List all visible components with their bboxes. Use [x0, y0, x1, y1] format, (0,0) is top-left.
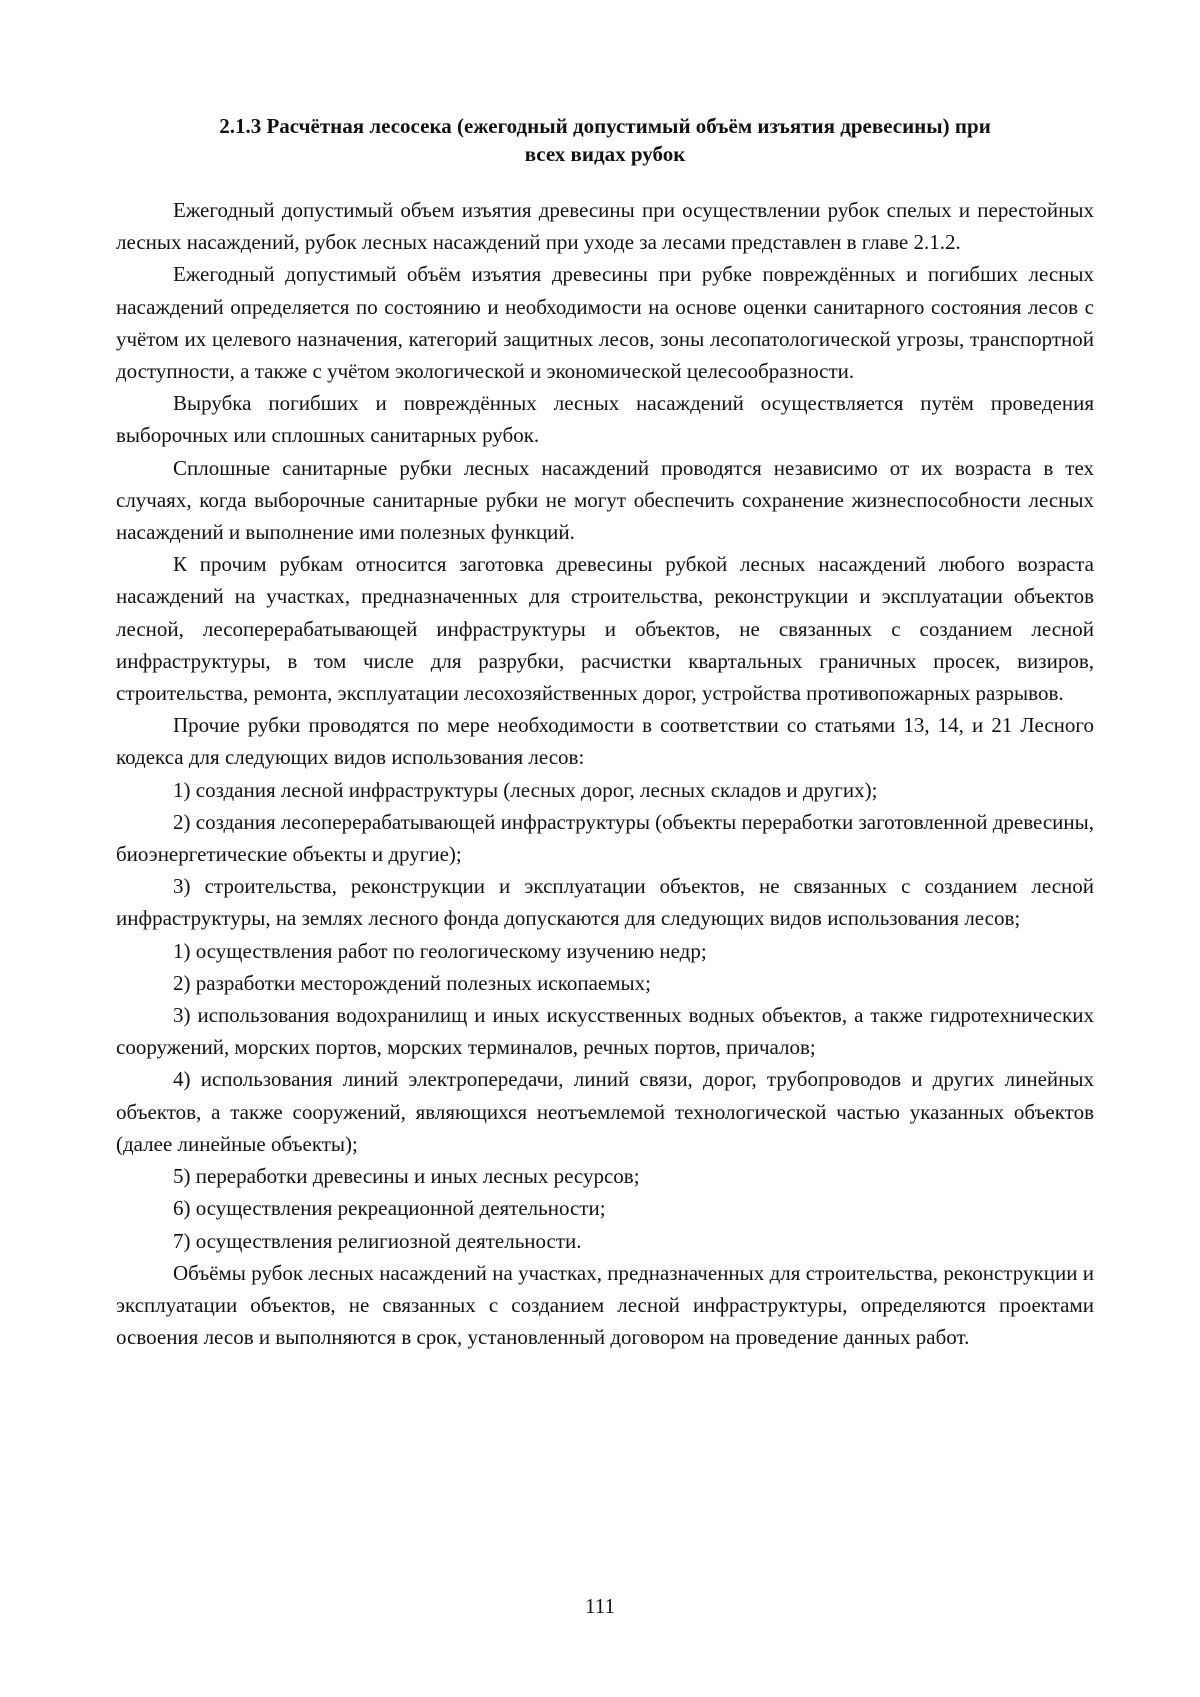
sublist-item-7: 7) осуществления религиозной деятельности. — [173, 1228, 582, 1253]
sublist-item-6: 6) осуществления рекреационной деятельности; — [173, 1196, 606, 1221]
sublist-item-2: 2) разработки месторождений полезных ископаемых; — [173, 970, 651, 995]
section-heading-line-1: 2.1.3 Расчётная лесосека (ежегодный допустимый объём изъятия древесины) при — [219, 114, 991, 138]
paragraph-1: Ежегодный допустимый объем изъятия древесины при осуществлении рубок спелых и перестойных лесных насаждений, рубок лесных насаждений при уходе за лесами представлен в главе 2.1.2. — [116, 198, 1094, 255]
paragraph-4: Сплошные санитарные рубки лесных насаждений проводятся независимо от их возраста в тех случаях, когда выборочные санитарные рубки не могут обеспечить сохранение жизнеспособности лесных насаждений и выполнение ими полезных функций. — [116, 455, 1094, 545]
paragraph-6: Прочие рубки проводятся по мере необходимости в соответствии со статьями 13, 14, и 21 Лесного кодекса для следующих видов использования лесов: — [116, 713, 1094, 770]
list-item-2: 2) создания лесоперерабатывающей инфраструктуры (объекты переработки заготовленной древесины, биоэнергетические объекты и другие); — [116, 809, 1094, 867]
page-content — [116, 112, 1094, 1353]
sublist-item-3: 3) использования водохранилищ и иных искусственных водных объектов, а также гидротехнических сооружений, морских портов, морских терминалов, речных портов, причалов; — [116, 1003, 1094, 1060]
paragraph-3: Вырубка погибших и повреждённых лесных насаждений осуществляется путём проведения выборочных или сплошных санитарных рубок. — [116, 391, 1094, 448]
paragraph-2: Ежегодный допустимый объём изъятия древесины при рубке повреждённых и погибших лесных насаждений определяется по состоянию и необходимости на основе оценки санитарного состояния лесов с учётом их целевого назначения, категорий защитных лесов, зоны лесопатологической угрозы, транспортной доступности, а также с учётом экологической и экономической целесообразности. — [116, 262, 1094, 384]
sublist-item-4: 4) использования линий электропередачи, линий связи, дорог, трубопроводов и других линейных объектов, а также сооружений, являющихся неотъемлемой технологической частью указанных объектов (далее линейные объекты); — [116, 1067, 1094, 1156]
list-item-3: 3) строительства, реконструкции и эксплуатации объектов, не связанных с созданием лесной инфраструктуры, на землях лесного фонда допускаются для следующих видов использования лесов; — [116, 874, 1094, 931]
section-heading-line-2: всех видах рубок — [524, 142, 686, 166]
paragraph-5: К прочим рубкам относится заготовка древесины рубкой лесных насаждений любого возраста насаждений на участках, предназначенных для строительства, реконструкции и эксплуатации объектов лесной, лесоперерабатывающей инфраструктуры и объектов, не связанных с созданием лесной инфраструктуры, в том числе для разрубки, расчистки квартальных граничных просек, визиров, строительства, ремонта, эксплуатации лесохозяйственных дорог, устройства противопожарных разрывов. — [116, 552, 1094, 706]
list-item-1: 1) создания лесной инфраструктуры (лесных дорог, лесных складов и других); — [173, 777, 878, 802]
page-number: 111 — [585, 1594, 615, 1618]
section-heading — [116, 112, 1094, 168]
paragraph-final: Объёмы рубок лесных насаждений на участках, предназначенных для строительства, реконструкции и эксплуатации объектов, не связанных с созданием лесной инфраструктуры, определяются проектами освоения лесов и выполняются в срок, установленный договором на проведение данных работ. — [116, 1260, 1094, 1350]
sublist-item-1: 1) осуществления работ по геологическому изучению недр; — [173, 938, 707, 963]
sublist-item-5: 5) переработки древесины и иных лесных ресурсов; — [173, 1164, 640, 1189]
